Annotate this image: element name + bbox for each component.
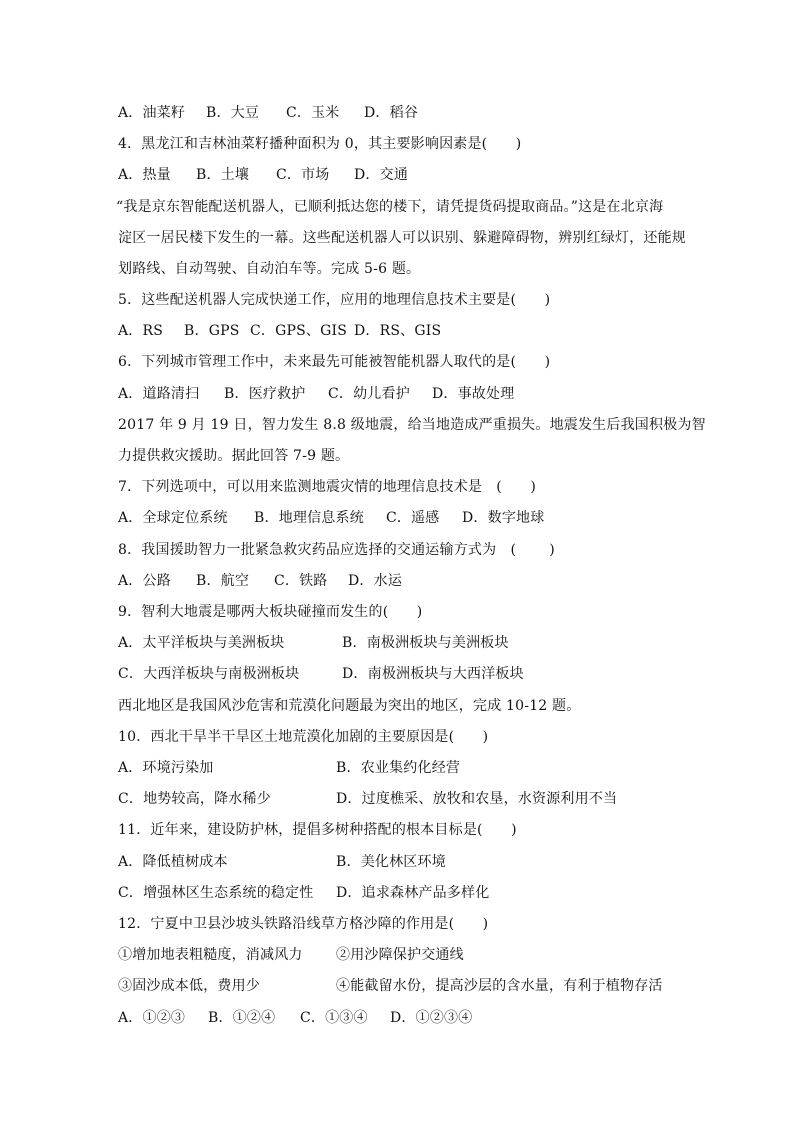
option-a: A．全球定位系统 [118,510,228,526]
question-12: 12．宁夏中卫县沙坡头铁路沿线草方格沙障的作用是( ) [118,916,489,932]
option-b: B．GPS [184,323,240,339]
question-5: 5．这些配送机器人完成快递工作，应用的地理信息技术主要是( ) [118,292,551,308]
statement-4: ④能截留水份，提高沙层的含水量，有利于植物存活 [336,978,663,994]
option-d: D．①②③④ [390,1010,473,1026]
passage-line: 淀区一居民楼下发生的一幕。这些配送机器人可以识别、躲避障碍物，辨别红绿灯，还能规 [118,230,686,246]
option-c: C．幼儿看护 [328,386,410,402]
statement-2: ②用沙障保护交通线 [336,947,464,963]
question-7: 7．下列选项中，可以用来监测地震灾情的地理信息技术是 ( ) [118,479,537,495]
option-a: A．RS [118,323,164,339]
option-b: B．医疗救护 [224,386,306,402]
option-b: B．航空 [196,573,250,589]
option-d: D．稻谷 [364,105,419,121]
option-d: D．交通 [354,167,409,183]
option-c: C．遥感 [386,510,440,526]
option-c: C．市场 [276,167,330,183]
option-a: A．道路清扫 [118,386,200,402]
option-d: D．南极洲板块与大西洋板块 [342,666,524,682]
option-d: D．追求森林产品多样化 [336,885,490,901]
option-a: A．降低植树成本 [118,854,228,870]
option-b: B．南极洲板块与美洲板块 [342,635,509,651]
question-11: 11．近年来，建设防护林，提倡多树种搭配的根本目标是( ) [118,822,517,838]
option-c: C．铁路 [274,573,328,589]
passage-line: “我是京东智能配送机器人，已顺利抵达您的楼下，请凭提货码提取商品。”这是在北京海 [116,199,664,215]
passage-line: 2017 年 9 月 19 日，智力发生 8.8 级地震，给当地造成严重损失。地震发生后我国积极为智 [118,417,706,433]
passage-line: 划路线、自动驾驶、自动泊车等。完成 5-6 题。 [118,261,421,277]
question-6: 6．下列城市管理工作中，未来最先可能被智能机器人取代的是( ) [118,354,551,370]
option-a: A．①②③ [118,1010,186,1026]
question-8: 8．我国援助智力一批紧急救灾药品应选择的交通运输方式为 ( ) [118,542,555,558]
option-d: D．过度樵采、放牧和农垦，水资源利用不当 [336,791,618,807]
option-c: C．地势较高，降水稀少 [118,791,271,807]
option-a: A．油菜籽 [118,105,186,121]
option-b: B．大豆 [206,105,260,121]
option-a: A．公路 [118,573,171,589]
option-b: B．土壤 [196,167,250,183]
option-d: D．数字地球 [462,510,545,526]
passage-line: 西北地区是我国风沙危害和荒漠化问题最为突出的地区，完成 10-12 题。 [118,698,581,714]
option-c: C．GPS、GIS [250,323,348,339]
statement-3: ③固沙成本低，费用少 [118,978,260,994]
option-b: B．①②④ [208,1010,276,1026]
option-b: B．地理信息系统 [254,510,364,526]
option-a: A．热量 [118,167,171,183]
statement-1: ①增加地表粗糙度，消减风力 [118,947,303,963]
option-c: C．增强林区生态系统的稳定性 [118,885,314,901]
option-b: B．美化林区环境 [336,854,446,870]
question-4: 4．黑龙江和吉林油菜籽播种面积为 0，其主要影响因素是( ) [118,136,522,152]
option-d: D．水运 [348,573,403,589]
option-c: C．①③④ [300,1010,368,1026]
option-c: C．大西洋板块与南极洲板块 [118,666,300,682]
option-d: D．事故处理 [432,386,515,402]
option-b: B．农业集约化经营 [336,760,461,776]
question-9: 9．智利大地震是哪两大板块碰撞而发生的( ) [118,604,423,620]
option-d: D．RS、GIS [354,323,442,339]
question-10: 10．西北干旱半干旱区土地荒漠化加剧的主要原因是( ) [118,729,489,745]
option-c: C．玉米 [286,105,340,121]
option-a: A．太平洋板块与美洲板块 [118,635,285,651]
option-a: A．环境污染加 [118,760,214,776]
passage-line: 力提供救灾援助。据此回答 7-9 题。 [118,448,350,464]
